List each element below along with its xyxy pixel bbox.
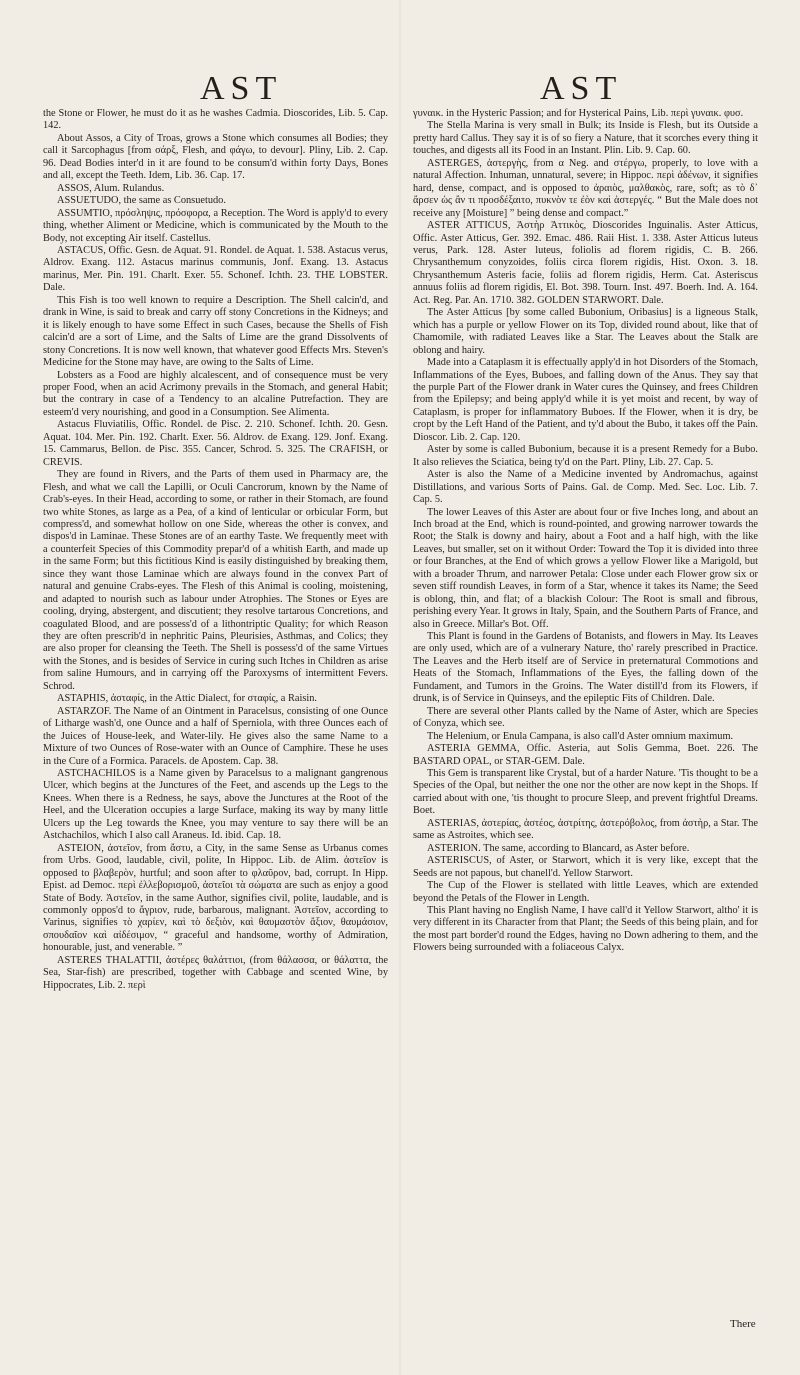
paragraph: Lobsters as a Food are highly alcalescent, and of consequence must be very proper Food, when an acid Acrimony prevails in the Stomach, and general Habit; but the contrary in case of a Tendency to an alcaline Putrefaction. They are esteem'd very nourishing, and good in a Consumption. See Alimenta. [43, 369, 388, 418]
paragraph: The Aster Atticus [by some called Bubonium, Oribasius] is a ligneous Stalk, which has a purple or yellow Flower on its Top, divided round about, like that of Chamomile, with radiated Leaves like a Star. The Leaves about the Stalk are oblong and hairy. [413, 307, 758, 356]
paragraph: The Helenium, or Enula Campana, is also call'd Aster omnium maximum. [427, 730, 734, 742]
catchword: There [730, 1318, 756, 1330]
running-head-left: AST [200, 70, 283, 107]
paragraph: This Plant is found in the Gardens of Botanists, and flowers in May. Its Leaves are only used, which are of a vulnerary Nature, tho' rarely prescribed in Practice. The Leaves and the Herb itself are of Service in preternatural Commotions and Heats of the Stomach, Inflammations of the Eyes, the falling down of the Fundament, and Tumors in the Groins. The Water distill'd from its Flowers, if drunk, is of Service in Quinseys, and the epileptic Fits of Children. Dale. [413, 631, 758, 705]
paragraph: ASTCHACHILOS is a Name given by Paracelsus to a malignant gangrenous Ulcer, which begins at the Junctures of the Feet, and ascends up the Legs to the Knees. When there is a Redness, he says, above the Junctures at the Root of the Heel, and the Ulceration occupies a large Surface, making its way by many little Ulcers up the Leg towards the Knee, you may venture to say there will be an Astchachilos, which I also call Araneus. Id. ibid. Cap. 18. [43, 768, 388, 842]
paragraph: ASTERISCUS, of Aster, or Starwort, which it is very like, except that the Seeds are not papous, but chanell'd. Yellow Starwort. [413, 855, 758, 879]
paragraph: ASSUMTIO, πρόσληψις, πρόσφορα, a Reception. The Word is apply'd to every thing, whether Aliment or Medicine, which is communicated by the Mouth to the Body, not excepting Air itself. Castellus. [43, 207, 388, 244]
paragraph: ASSUETUDO, the same as Consuetudo. [57, 195, 226, 207]
left-column [43, 108, 388, 1338]
right-column [413, 108, 758, 1338]
paragraph: ASTARZOF. The Name of an Ointment in Paracelsus, consisting of one Ounce of Litharge wash'd, one Ounce and a half of Sperniola, with three Ounces each of the Juices of House-leek, and Water-lily. He gives also the same Name to a Mixture of two Ounces of Rose-water with an Ounce of Camphire. These he uses in the Cure of a Formica. Paracels. de Apostem. Cap. 38. [43, 705, 388, 767]
paragraph: ASTEION, ἀστεῖον, from ἄστυ, a City, in the same Sense as Urbanus comes from Urbs. Good, laudable, civil, polite, In Hippoc. Lib. de Alim. ἀστεῖον is opposed to βλαβερὸν, hurtful; and soon after to φλαῦρον, bad, corrupt. In Hipp. Epist. ad Democ. περὶ ἐλλεβορισμοῦ, ἀστεῖοι τὰ σώματα are such as enjoy a good State of Body. Ἀστεῖον, in the same Author, signifies civil, polite, laudable, and is commonly oppos'd to ἄγριον, rude, barbarous, malignant. Ἀστεῖον, according to Varinus, signifies τὸ χαρίεν, καὶ τὸ δεξιὸν, καὶ θαυμαστὸν ἄξιον, θαυμάσιον, σπουδαῖον καὶ αἰδέσιμον, “ graceful and handsome, worthy of Admiration, honourable, just, and venerable. ” [43, 842, 388, 954]
paragraph: ASTERIA GEMMA, Offic. Asteria, aut Solis Gemma, Boet. 226. The BASTARD OPAL, or STAR-GEM. Dale. [413, 743, 758, 767]
running-head-right: AST [540, 70, 623, 107]
paragraph: There are several other Plants called by the Name of Aster, which are Species of Conyza, which see. [413, 705, 758, 730]
paragraph: the Stone or Flower, he must do it as he washes Cadmia. Dioscorides, Lib. 5. Cap. 142. [43, 108, 388, 132]
paragraph: ASTAPHIS, ἀσταφίς, in the Attic Dialect, for σταφίς, a Raisin. [57, 693, 317, 705]
paragraph: ASTERIAS, ἀστερίας, ἀστέος, ἀστρίτης, ἀστερόβολος, from ἀστὴρ, a Star. The same as Astroites, which see. [413, 817, 758, 842]
paragraph: About Assos, a City of Troas, grows a Stone which consumes all Bodies; they call it Sarcophagus [from σάρξ, Flesh, and φάγω, to devour]. Pliny, Lib. 2. Cap. 96. Dead Bodies inter'd in it are found to be consum'd within forty Days, Bones and all, except the Teeth. Idem, Lib. 36. Cap. 17. [43, 132, 388, 182]
paragraph: Astacus Fluviatilis, Offic. Rondel. de Pisc. 2. 210. Schonef. Ichth. 20. Gesn. Aquat. 104. Mer. Pin. 192. Charlt. Exer. 56. Aldrov. de Exang. 129. Jonf. Exang. 15. Cammarus, Bellon. de Pisc. 355. Cancer, Schrod. 5. 325. The CRAFISH, or CREVIS. [43, 419, 388, 468]
paragraph: They are found in Rivers, and the Parts of them used in Pharmacy are, the Flesh, and what we call the Lapilli, or Oculi Cancrorum, known by the Name of Crab's-eyes. In their Head, according to some, or rather in their Stomach, are found two white Stones, as large as a Pea, of a kind of lenticular or orbicular Form, but compress'd, and somewhat hollow on one Side, whereas the other is convex, and dispos'd in Laminae. These Stones are of an earthy Taste. We frequently meet with a counterfeit Species of this Commodity prepar'd of a whitish Earth, and made up in the same Form; but this fictitious Kind is easily distinguished by breaking them, since they want those Laminae which are always found in the convex Part of natural and genuine Crabs-eyes. The Flesh of this Animal is cooling, moistening, and adapted to nourish such as labour under Atrophies. The Stones or Eyes are cooling, drying, abstergent, and discutient; they resolve tartarous Concretions, and coagulated Blood, and are possess'd of a lithontriptic Quality; for which Reason they are often prescrib'd in nephritic Pains, Pleurisies, Asthmas, and Colics; they are also proper for cleansing the Teeth. The Shell is possess'd of the same Virtues with the Stones, and is besides of Service in curing such Itches in Children as arise from saline Humours, and in carrying off the Paroxysms of intermittent Fevers. Schrod. [43, 469, 388, 692]
paragraph: ASTACUS, Offic. Gesn. de Aquat. 91. Rondel. de Aquat. 1. 538. Astacus verus, Aldrov. Exang. 112. Astacus marinus communis, Jonf. Exang. 13. Astacus marinus, Mer. Pin. 191. Charlt. Exer. 55. Schonef. Ichth. 23. THE LOBSTER. Dale. [43, 244, 388, 294]
page-gutter [398, 0, 402, 1375]
paragraph: ASTER ATTICUS, Ἀστὴρ Ἀττικὸς, Dioscorides Inguinalis. Aster Atticus, Offic. Aster Atticus, Ger. 392. Emac. 486. Raii Hist. 1. 338. Aster Atticus luteus verus, Park. 128. Aster luteus, foliolis ad florem rigidis, C. B. 266. Chrysanthemum conyzoides, foliis circa florem rigidis, Hist. Oxon. 3. 18. Chrysanthemum Asteris facie, foliis ad florem rigidis, Herm. Cat. Asteriscus annuus foliis ad florem rigidis, El. Bot. 398. Tourn. Inst. 497. Boerh. Ind. A. 164. Act. Reg. Par. An. 1710. 382. GOLDEN STARWORT. Dale. [413, 220, 758, 306]
paragraph: This Gem is transparent like Crystal, but of a harder Nature. 'Tis thought to be a Species of the Opal, but neither the one nor the other are now kept in the Shops. If carried about with one, 'tis thought to procure Sleep, and prevent frightful Dreams. Boet. [413, 768, 758, 817]
paragraph: γυναικ. in the Hysteric Passion; and for Hysterical Pains, Lib. περὶ γυναικ. φυσ. [413, 108, 744, 119]
paragraph: ASTERGES, ἀστεργὴς, from α Neg. and στέργω, properly, to love with a natural Affection. Inhuman, unnatural, severe; in Hippoc. περὶ ἀδένων, it signifies hard, dense, compact, and is opposed to ἀραιὸς, μαλθακὸς, rare, soft; as τὸ δ᾽ ἄρσεν ὡς ἂν τι προσδέξαιτο, πυκνὸν τε ἐὸν καὶ ἀστεργές. “ But the Male does not receive any [Moisture] ” being dense and compact.” [413, 157, 758, 219]
paragraph: This Fish is too well known to require a Description. The Shell calcin'd, and drank in Wine, is said to break and carry off stony Concretions in the Kidneys; and it is likely enough to have some Effect in such Cases, because the Shells of Fish calcin'd are a sort of Lime, and the Salts of Lime are the grand Dissolvents of stony Concretions. It is now well known, that whatever good Effects Mrs. Steven's Medicine for the Stone may have, are owing to the Salts of Lime. [43, 294, 388, 369]
paragraph: The Cup of the Flower is stellated with little Leaves, which are extended beyond the Petals of the Flower in Length. [413, 880, 758, 904]
paragraph: Aster by some is called Bubonium, because it is a present Remedy for a Bubo. It also relieves the Sciatica, being ty'd on the Part. Pliny, Lib. 27. Cap. 5. [413, 444, 758, 468]
paragraph: ASTERION. The same, according to Blancard, as Aster before. [427, 842, 690, 854]
running-head [0, 70, 800, 110]
paragraph: This Plant having no English Name, I have call'd it Yellow Starwort, altho' it is very different in its Character from that Plant; the Seeds of this being plain, and for the most part border'd round the Edges, having no Down adhering to them, and the Flowers being surrounded with a foliaceous Calyx. [413, 905, 758, 954]
paragraph: Made into a Cataplasm it is effectually apply'd in hot Disorders of the Stomach, Inflammations of the Eyes, Buboes, and falling down of the Anus. They say that the purple Part of the Flower drank in Water cures the Quinsey, and frees Children from the Epilepsy; and being apply'd while it is yet moist and recent, by way of Cataplasm, is proper for inflammatory Buboes. If the Flower, when it is dry, be cropt by the Left Hand of the Patient, and ty'd about the Bubo, it takes off the Pain. Dioscor. Lib. 2. Cap. 120. [413, 357, 758, 443]
paragraph: ASTERES THALATTII, ἀστέρες θαλάττιοι, (from θάλασσα, or θάλαττα, the Sea, Star-fish) are prescribed, together with Cabbage and scented Wine, by Hippocrates, Lib. 2. περὶ [43, 954, 388, 991]
paragraph: ASSOS, Alum. Rulandus. [57, 182, 165, 194]
paragraph: Aster is also the Name of a Medicine invented by Andromachus, against Distillations, and various Sorts of Pains. Gal. de Comp. Med. Sec. Loc. Lib. 7. Cap. 5. [413, 469, 758, 506]
paragraph: The lower Leaves of this Aster are about four or five Inches long, and about an Inch broad at the End, which is round-pointed, and growing narrower towards the Root; the Stalk is downy and hairy, about a Foot and a half high, with the like Leaves, but smaller, set on it without Order: Toward the Top it is divided into three or four Branches, at the End of which grows a yellow Flower like a Marigold, but with a broader Thrum, and narrower Petala: Close under each Flower grow six or seven stiff roundish Leaves, in form of a Star, whence it takes its Name; the Seed is oblong, thin, and flat; of a blackish Colour: The Root is small and fibrous, perishing every Year. It grows in Italy, Spain, and the Southern Parts of France, and also in Greece. Millar's Bot. Off. [413, 506, 758, 630]
paragraph: The Stella Marina is very small in Bulk; its Inside is Flesh, but its Outside a pretty hard Callus. They say it is of so fiery a Nature, that it scorches every thing it touches, and digests all its Food in an Instant. Plin. Lib. 9. Cap. 60. [413, 120, 758, 157]
